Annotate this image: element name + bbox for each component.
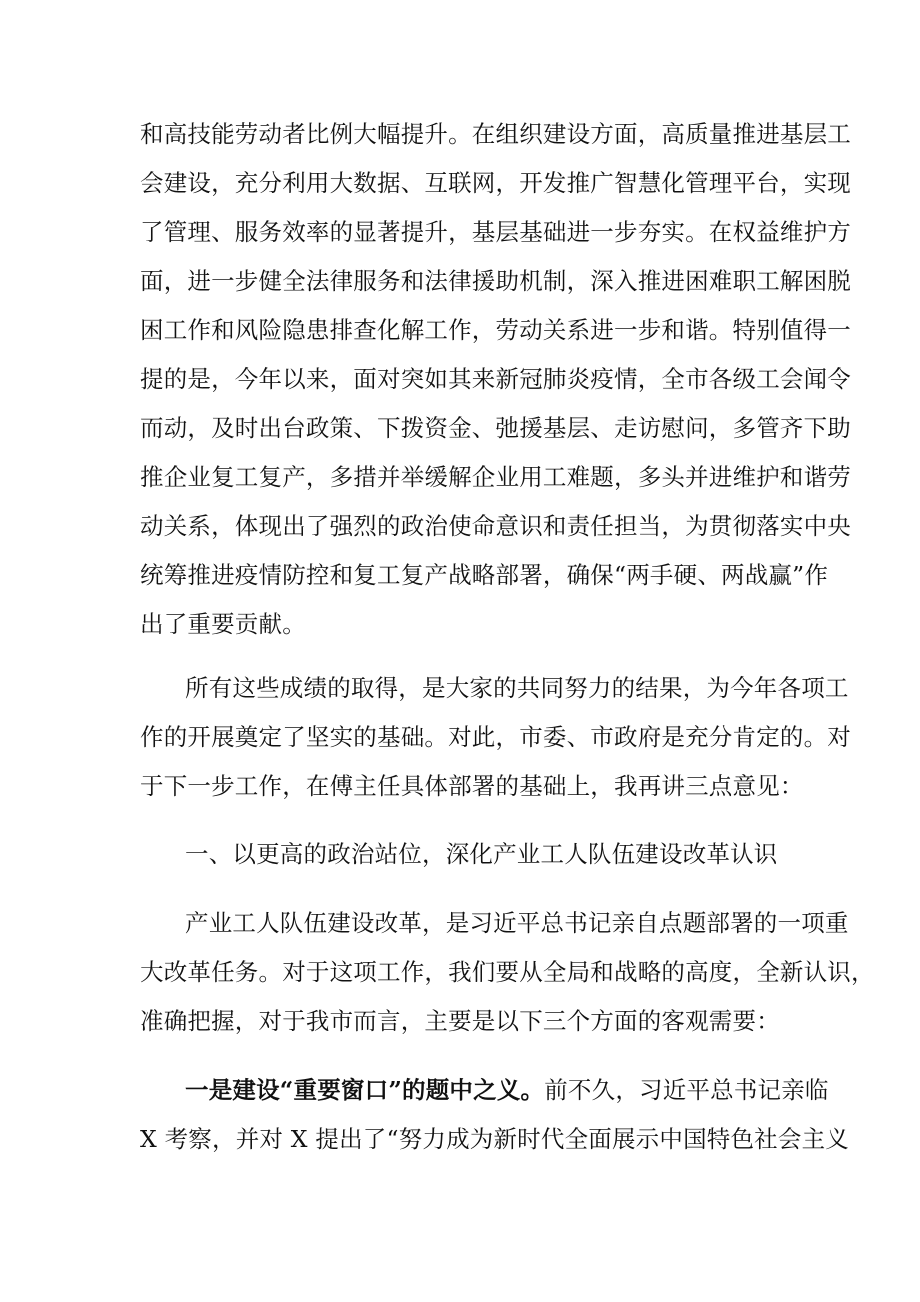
paragraph-1-line-3: 了管理、服务效率的显著提升，基层基础进一步夯实。在权益维护方 [140, 218, 851, 246]
paragraph-1-line-5: 困工作和风险隐患排查化解工作，劳动关系进一步和谐。特别值得一 [140, 316, 851, 344]
paragraph-4-line-1-rest: 前不久，习近平总书记亲临 [544, 1076, 829, 1104]
paragraph-1-line-6: 提的是，今年以来，面对突如其来新冠肺炎疫情，全市各级工会闻令 [140, 365, 851, 393]
paragraph-1-line-2: 会建设，充分利用大数据、互联网，开发推广智慧化管理平台，实现 [140, 169, 851, 197]
paragraph-1-line-1: 和高技能劳动者比例大幅提升。在组织建设方面，高质量推进基层工 [140, 120, 851, 148]
paragraph-1-line-9: 动关系，体现出了强烈的政治使命意识和责任担当，为贯彻落实中央 [140, 512, 851, 540]
paragraph-1-line-8: 推企业复工复产，多措并举缓解企业用工难题，多头并进维护和谐劳 [140, 463, 851, 491]
paragraph-1-line-4: 面，进一步健全法律服务和法律援助机制，深入推进困难职工解困脱 [140, 267, 851, 295]
paragraph-3-line-1: 产业工人队伍建设改革，是习近平总书记亲自点题部署的一项重 [185, 909, 849, 937]
paragraph-2-line-3: 于下一步工作，在傅主任具体部署的基础上，我再讲三点意见： [140, 772, 804, 800]
paragraph-1-line-7: 而动，及时出台政策、下拨资金、弛援基层、走访慰问，多管齐下助 [140, 414, 851, 442]
paragraph-2-line-1: 所有这些成绩的取得，是大家的共同努力的结果，为今年各项工 [185, 674, 849, 702]
paragraph-4-bold-lead: 一是建设“重要窗口”的题中之义。 [185, 1076, 545, 1104]
paragraph-3-line-2: 大改革任务。对于这项工作，我们要从全局和战略的高度，全新认识， [140, 958, 875, 986]
paragraph-1-line-10: 统筹推进疫情防控和复工复产战略部署，确保“两手硬、两战赢”作 [140, 561, 829, 589]
paragraph-4-line-1 [185, 1070, 829, 1110]
paragraph-1-line-11: 出了重要贡献。 [140, 610, 306, 638]
paragraph-3-line-3: 准确把握，对于我市而言，主要是以下三个方面的客观需要： [140, 1007, 780, 1035]
section-heading-1: 一、以更高的政治站位，深化产业工人队伍建设改革认识 [185, 840, 778, 868]
paragraph-4-line-2: X 考察，并对 X 提出了“努力成为新时代全面展示中国特色社会主义 [140, 1125, 849, 1153]
paragraph-2-line-2: 作的开展奠定了坚实的基础。对此，市委、市政府是充分肯定的。对 [140, 723, 851, 751]
